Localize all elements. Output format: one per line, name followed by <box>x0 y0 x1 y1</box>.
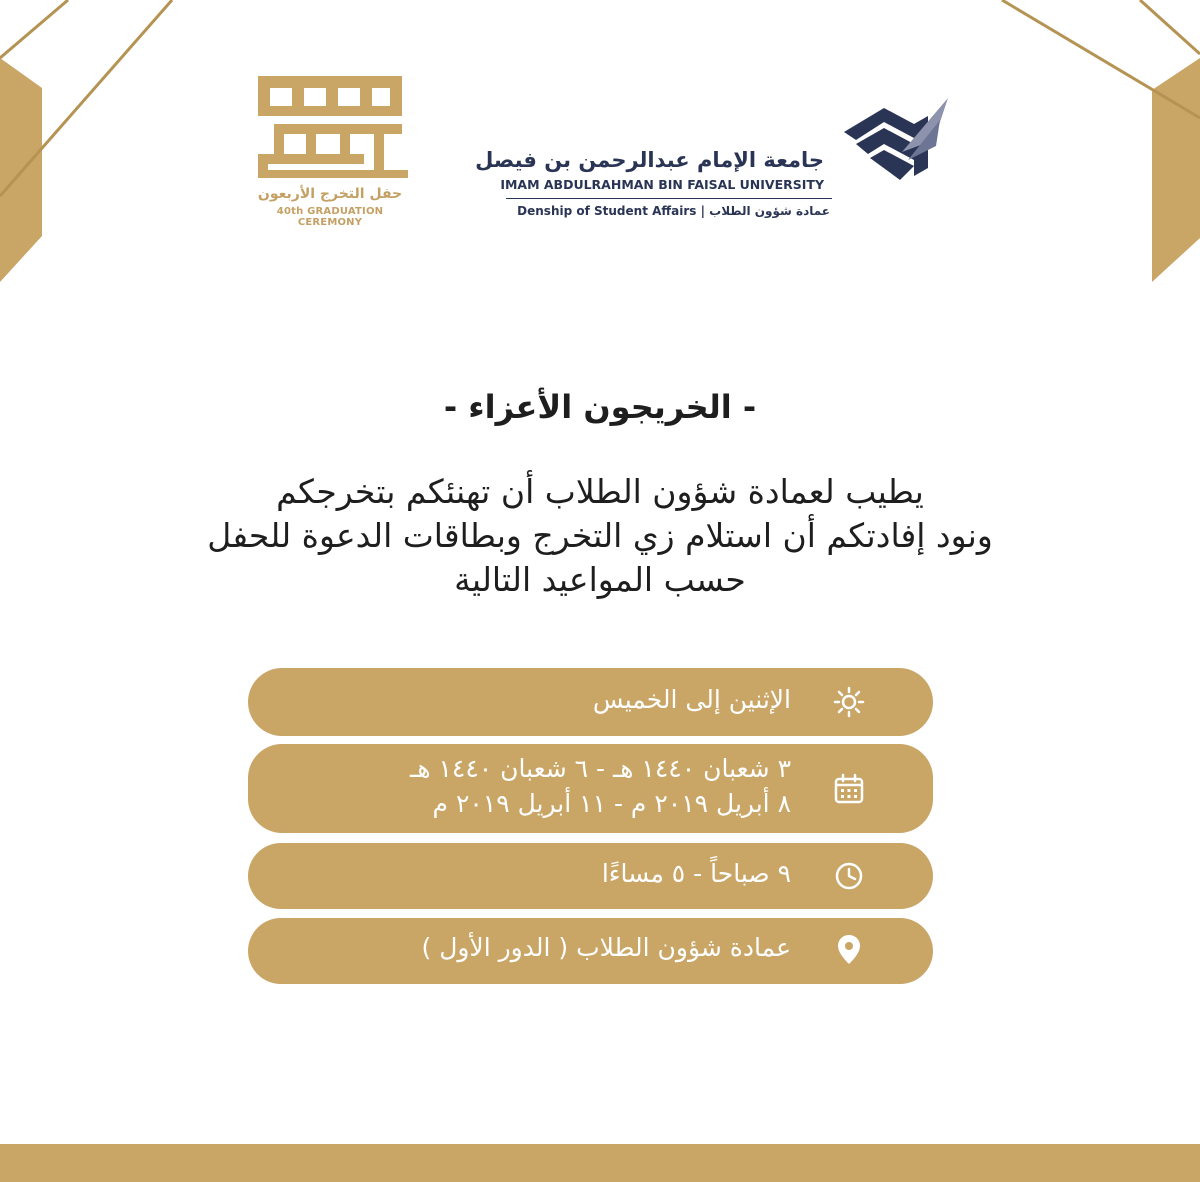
university-name-en: IMAM ABDULRAHMAN BIN FAISAL UNIVERSITY <box>500 177 824 192</box>
days-pill <box>248 668 933 736</box>
announcement-line: حسب المواعيد التالية <box>454 560 746 599</box>
location-text: عمادة شؤون الطلاب ( الدور الأول ) <box>421 933 791 962</box>
announcement-line: يطيب لعمادة شؤون الطلاب أن تهنئكم بتخرجكم <box>276 472 924 511</box>
greeting-heading: - الخريجون الأعزاء - <box>443 388 757 426</box>
location-pin-icon <box>833 933 865 965</box>
graduation-subtitle-ar: حفل التخرج الأربعون <box>257 186 403 202</box>
graduation-subtitle-en: 40th GRADUATION CEREMONY <box>276 206 384 228</box>
announcement-text <box>100 470 1100 602</box>
dates-pill <box>248 744 933 833</box>
deanship-name: Denship of Student Affairs | عمادة شؤون الطلاب <box>517 204 830 218</box>
university-emblem <box>840 94 952 188</box>
location-pill <box>248 918 933 984</box>
days-text: الإثنين إلى الخميس <box>592 685 791 714</box>
university-name-ar: جامعة الإمام عبدالرحمن بن فيصل <box>475 148 824 172</box>
footer-bar <box>0 1144 1200 1182</box>
calendar-icon <box>833 773 865 805</box>
dates-gregorian: ٨ أبريل ٢٠١٩ م - ١١ أبريل ٢٠١٩ م <box>432 789 791 818</box>
clock-icon <box>833 860 865 892</box>
graduation-ceremony-logo <box>252 72 408 228</box>
time-text: ٩ صباحاً - ٥ مساءًا <box>601 859 791 888</box>
sun-icon <box>833 686 865 718</box>
time-pill <box>248 843 933 909</box>
kufic-graduation-mark <box>252 72 408 180</box>
dates-hijri: ٣ شعبان ١٤٤٠ هـ - ٦ شعبان ١٤٤٠ هـ <box>410 754 791 783</box>
university-logo <box>475 94 952 224</box>
university-divider <box>506 198 832 199</box>
announcement-line: ونود إفادتكم أن استلام زي التخرج وبطاقات الدعوة للحفل <box>207 516 993 555</box>
